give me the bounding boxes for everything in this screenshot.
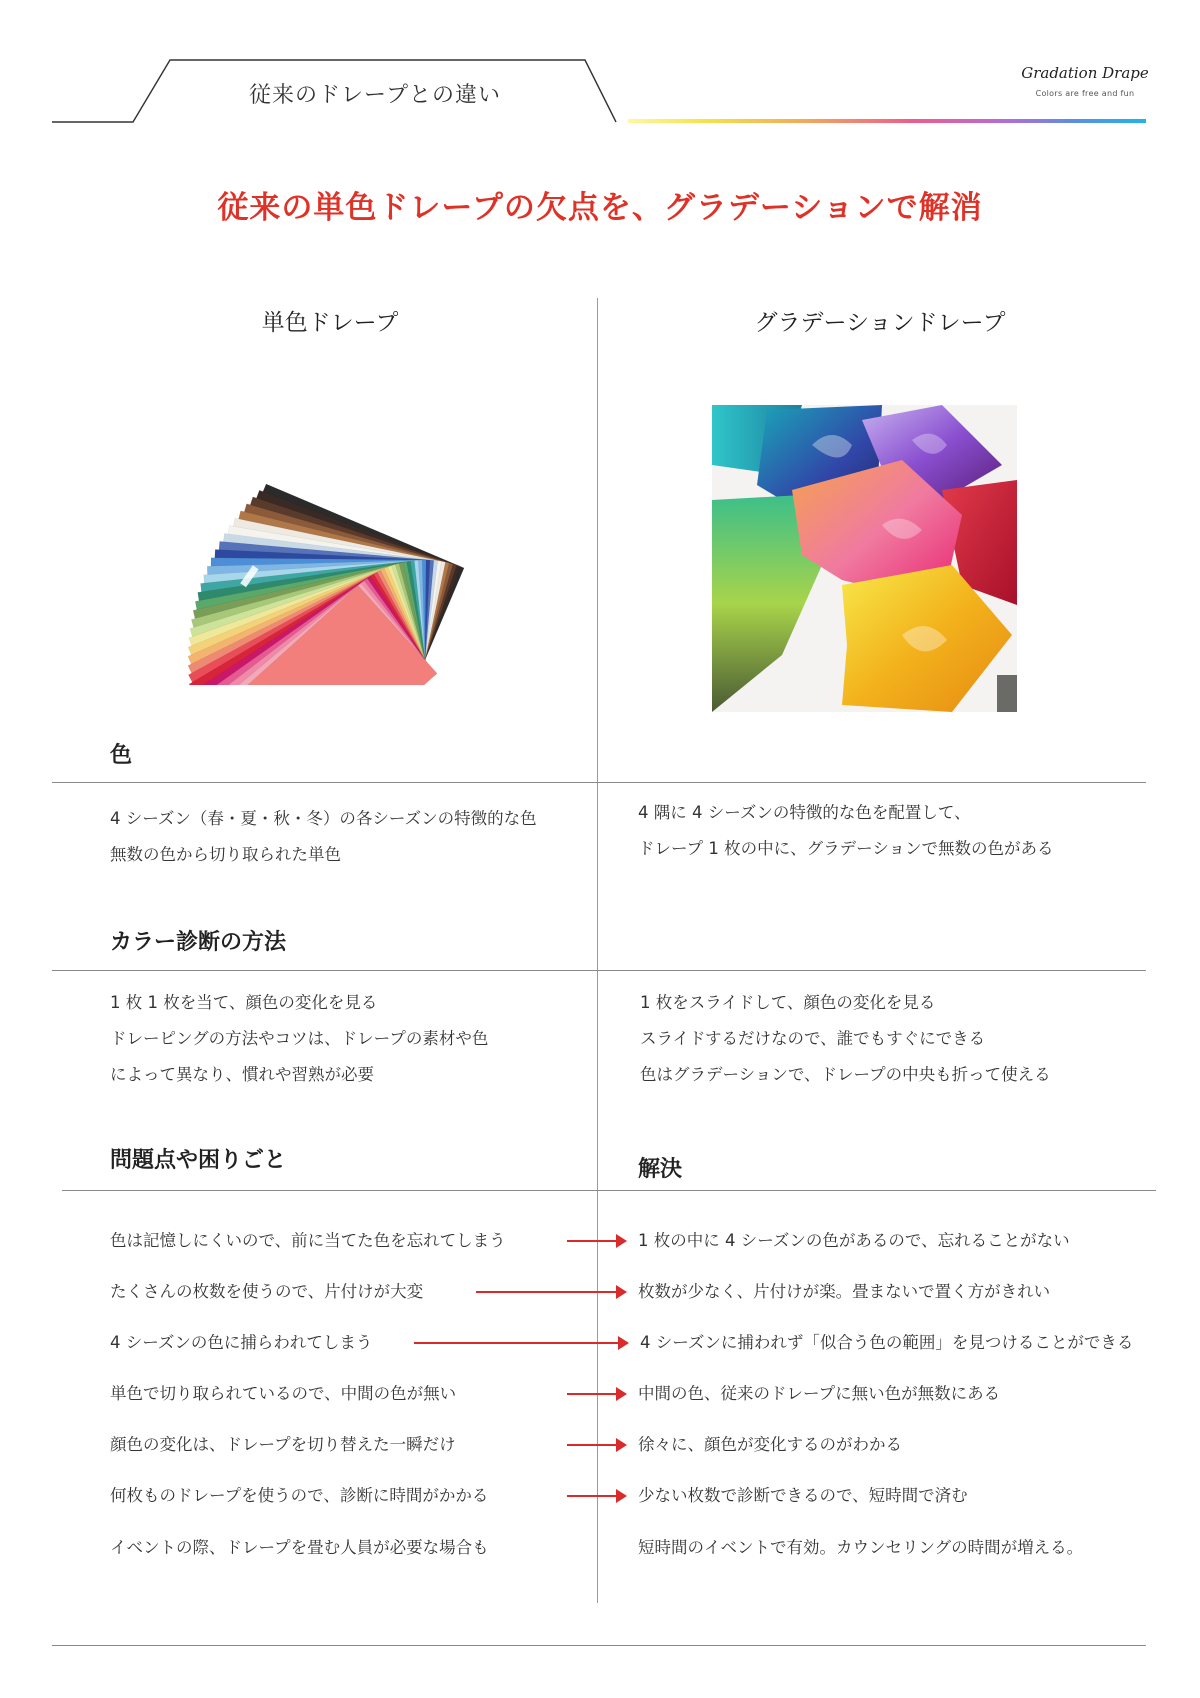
left-column-heading: 単色ドレープ xyxy=(261,310,399,336)
gradation-drape-image xyxy=(712,405,1017,712)
single-color-drape-image xyxy=(125,425,535,685)
arrow-icon xyxy=(567,1229,627,1253)
solution-text: 短時間のイベントで有効。カウンセリングの時間が増える。 xyxy=(638,1538,1084,1557)
problem-text: たくさんの枚数を使うので、片付けが大変 xyxy=(110,1282,424,1301)
brand-name: Gradation Drape xyxy=(1021,64,1149,82)
column-divider xyxy=(597,298,598,1603)
color-right-text xyxy=(638,795,1054,867)
section-divider-method xyxy=(52,970,1146,971)
footer-divider xyxy=(52,1645,1146,1646)
text-line: ドレープ 1 枚の中に、グラデーションで無数の色がある xyxy=(638,839,1054,858)
section-label-problems: 問題点や困りごと xyxy=(110,1148,287,1173)
arrow-icon xyxy=(567,1382,627,1406)
text-line: 4 シーズン（春・夏・秋・冬）の各シーズンの特徴的な色 xyxy=(110,809,537,828)
arrow-icon xyxy=(567,1433,627,1457)
solution-text: 徐々に、顔色が変化するのがわかる xyxy=(638,1435,902,1454)
text-line: 色はグラデーションで、ドレープの中央も折って使える xyxy=(640,1065,1051,1084)
solution-text: 少ない枚数で診断できるので、短時間で済む xyxy=(638,1486,968,1505)
solution-text: 1 枚の中に 4 シーズンの色があるので、忘れることがない xyxy=(638,1231,1070,1250)
method-right-text xyxy=(640,985,1051,1093)
brand-tagline: Colors are free and fun xyxy=(1035,89,1135,98)
text-line: スライドするだけなので、誰でもすぐにできる xyxy=(640,1029,986,1048)
arrow-icon xyxy=(476,1280,627,1304)
arrow-icon xyxy=(567,1484,627,1508)
problem-text: 4 シーズンの色に捕らわれてしまう xyxy=(110,1333,373,1352)
problem-text: 単色で切り取られているので、中間の色が無い xyxy=(110,1384,457,1403)
right-column-heading: グラデーションドレープ xyxy=(754,310,1006,336)
text-line: 1 枚をスライドして、顔色の変化を見る xyxy=(640,993,936,1012)
text-line: 無数の色から切り取られた単色 xyxy=(110,845,341,864)
problem-text: 顔色の変化は、ドレープを切り替えた一瞬だけ xyxy=(110,1435,456,1454)
text-line: によって異なり、慣れや習熟が必要 xyxy=(110,1065,374,1084)
brand-logo xyxy=(1010,64,1160,98)
section-label-color: 色 xyxy=(110,743,133,768)
text-line: 4 隅に 4 シーズンの特徴的な色を配置して、 xyxy=(638,803,971,822)
problem-text: イベントの際、ドレープを畳む人員が必要な場合も xyxy=(110,1538,489,1557)
arrow-icon xyxy=(414,1331,629,1355)
method-left-text xyxy=(110,985,488,1093)
color-left-text xyxy=(110,801,537,873)
solution-text: 枚数が少なく、片付けが楽。畳まないで置く方がきれい xyxy=(638,1282,1051,1301)
text-line: ドレーピングの方法やコツは、ドレープの素材や色 xyxy=(110,1029,489,1048)
main-title: 従来の単色ドレープの欠点を、グラデーションで解消 xyxy=(217,190,983,226)
section-divider-color xyxy=(52,782,1146,783)
text-line: 1 枚 1 枚を当て、顔色の変化を見る xyxy=(110,993,378,1012)
section-label-solution: 解決 xyxy=(638,1157,683,1182)
header-gradient-line xyxy=(628,119,1146,123)
section-label-method: カラー診断の方法 xyxy=(110,930,287,955)
section-divider-problems xyxy=(62,1190,1156,1191)
problem-text: 何枚ものドレープを使うので、診断に時間がかかる xyxy=(110,1486,489,1505)
problem-text: 色は記憶しにくいので、前に当てた色を忘れてしまう xyxy=(110,1231,506,1250)
solution-text: 中間の色、従来のドレープに無い色が無数にある xyxy=(638,1384,1001,1403)
header-title: 従来のドレープとの違い xyxy=(249,83,501,108)
solution-text: 4 シーズンに捕われず「似合う色の範囲」を見つけることができる xyxy=(640,1333,1134,1352)
